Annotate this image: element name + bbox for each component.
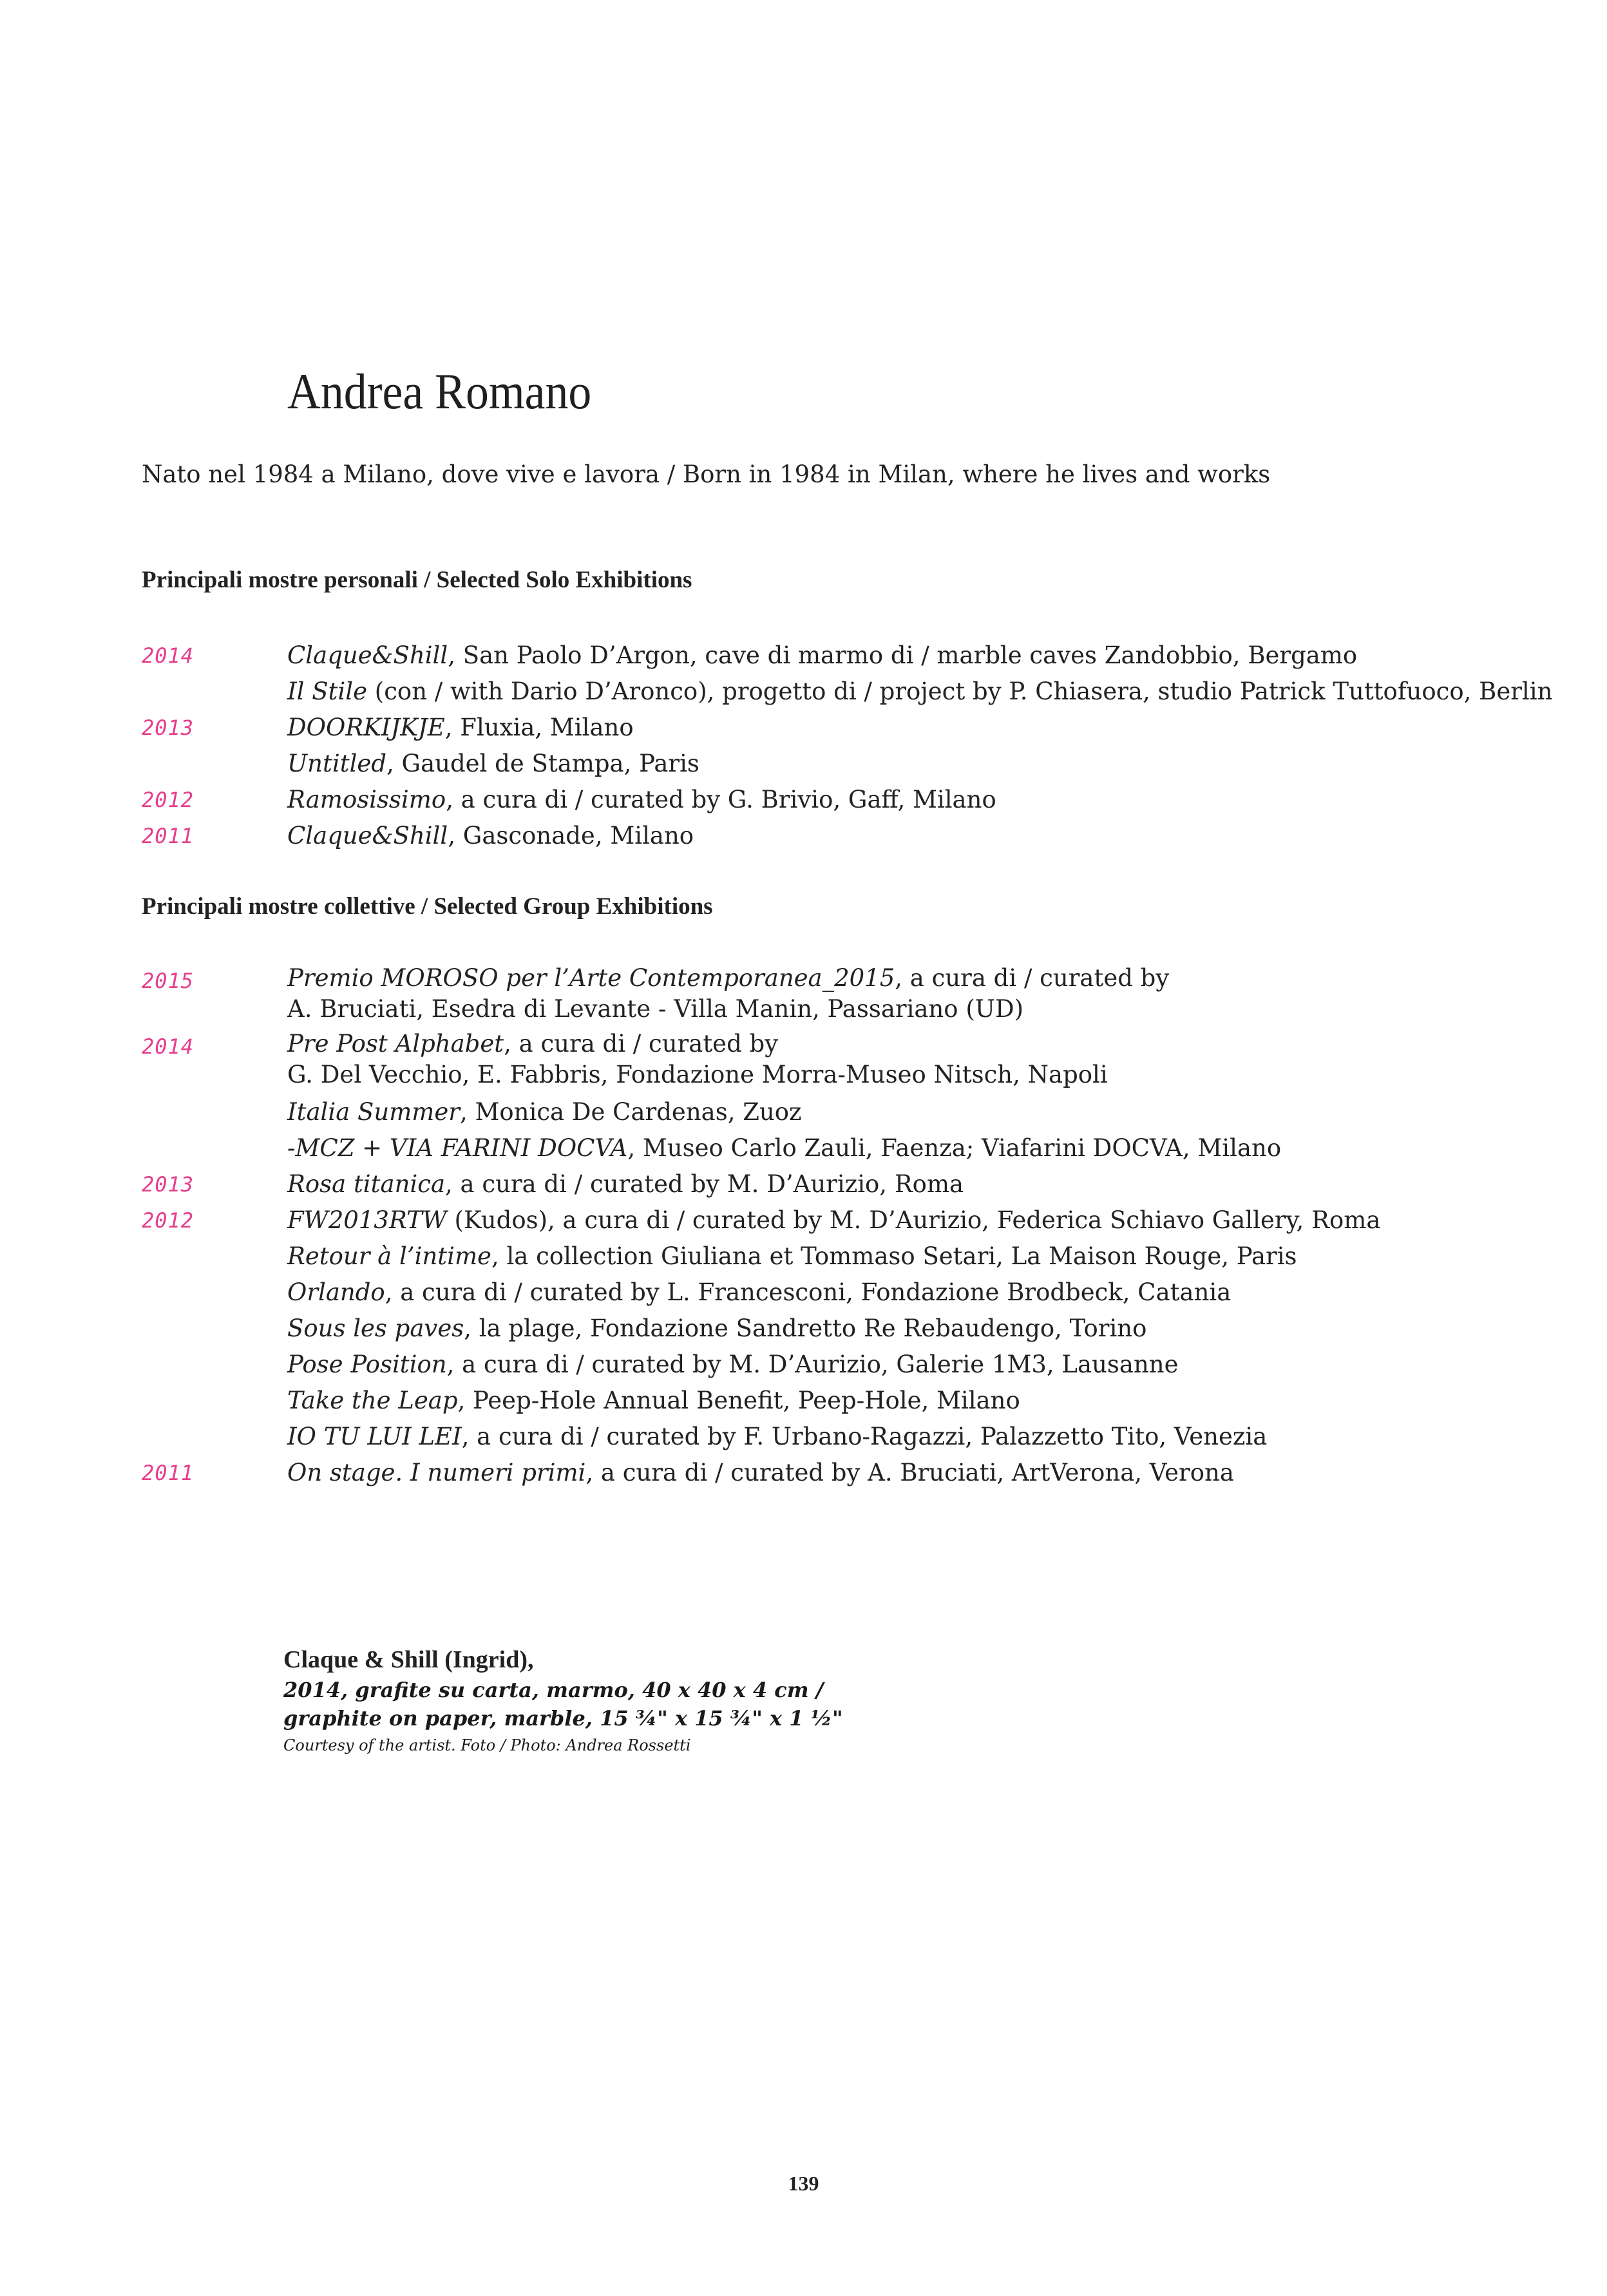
exhibition-year: 2012 [142, 1208, 195, 1233]
exhibition-description [287, 818, 1563, 854]
exhibition-details: , Gasconade, Milano [448, 822, 694, 849]
exhibition-title: Rosa titanica [287, 1170, 446, 1198]
exhibition-year: 2015 [142, 969, 195, 993]
exhibition-description [287, 1202, 1563, 1238]
exhibition-title: Premio MOROSO per l’Arte Contemporanea_2015 [287, 964, 895, 992]
exhibition-year: 2011 [142, 1461, 195, 1485]
exhibition-title: Il Stile [287, 678, 367, 705]
exhibition-details: , a cura di / curated by M. D’Aurizio, Roma [445, 1170, 964, 1198]
exhibition-details: , a cura di / curated by L. Francesconi, Fondazione Brodbeck, Catania [385, 1278, 1231, 1306]
group-exhibitions-heading: Principali mostre collettive / Selected Group Exhibitions [142, 893, 713, 920]
exhibition-title: Untitled [287, 750, 386, 777]
exhibition-title: Ramosissimo [287, 786, 446, 813]
exhibition-year: 2014 [142, 1034, 195, 1059]
exhibition-title: FW2013RTW [287, 1206, 447, 1234]
page-number: 139 [788, 2172, 819, 2195]
exhibition-details: , Monica De Cardenas, Zuoz [459, 1098, 802, 1126]
exhibition-year: 2013 [142, 1172, 195, 1197]
exhibition-description [287, 963, 1563, 1025]
exhibition-title: -MCZ + VIA FARINI DOCVA [287, 1134, 628, 1162]
caption-details-line-2: graphite on paper, marble, 15 ¾" x 15 ¾" x 1 ½" [283, 1706, 843, 1731]
exhibition-description [287, 746, 1563, 782]
exhibition-description [287, 1275, 1563, 1311]
exhibition-details: , a cura di / curated by [895, 964, 1170, 992]
exhibition-details: (Kudos), a cura di / curated by M. D’Aurizio, Federica Schiavo Gallery, Roma [446, 1206, 1381, 1234]
exhibition-title: On stage. I numeri primi [287, 1459, 586, 1486]
exhibition-details: , la plage, Fondazione Sandretto Re Rebaudengo, Torino [464, 1314, 1147, 1342]
exhibition-description [287, 674, 1563, 710]
exhibition-details: , Museo Carlo Zauli, Faenza; Viafarini DOCVA, Milano [627, 1134, 1282, 1162]
exhibition-description [287, 1166, 1563, 1202]
artwork-caption [283, 1644, 843, 1758]
exhibition-details: , Gaudel de Stampa, Paris [386, 750, 699, 777]
exhibition-details-continued: G. Del Vecchio, E. Fabbris, Fondazione Morra-Museo Nitsch, Napoli [287, 1061, 1108, 1088]
caption-details-line-1: 2014, grafite su carta, marmo, 40 x 40 x 4 cm / [283, 1678, 824, 1702]
caption-title: Claque & Shill (Ingrid), [283, 1646, 534, 1673]
exhibition-details: , a cura di / curated by F. Urbano-Ragazzi, Palazzetto Tito, Venezia [461, 1423, 1268, 1450]
exhibition-details-continued: A. Bruciati, Esedra di Levante - Villa Manin, Passariano (UD) [287, 995, 1024, 1023]
exhibition-title: Claque&Shill [287, 641, 448, 669]
exhibition-description [287, 782, 1563, 818]
exhibition-description [287, 1311, 1563, 1347]
exhibition-description [287, 1130, 1563, 1166]
exhibition-title: Retour à l’intime [287, 1242, 491, 1270]
exhibition-year: 2013 [142, 716, 195, 740]
solo-exhibitions-heading: Principali mostre personali / Selected Solo Exhibitions [142, 567, 692, 593]
artist-bio: Nato nel 1984 a Milano, dove vive e lavora / Born in 1984 in Milan, where he lives and works [142, 460, 1271, 488]
exhibition-title: Sous les paves [287, 1314, 464, 1342]
caption-credit: Courtesy of the artist. Foto / Photo: Andrea Rossetti [283, 1736, 691, 1754]
exhibition-details: , a cura di / curated by G. Brivio, Gaff, Milano [446, 786, 996, 813]
exhibition-description [287, 1094, 1563, 1130]
exhibition-title: Take the Leap [287, 1387, 458, 1414]
exhibition-details: , a cura di / curated by [504, 1030, 779, 1058]
exhibition-description [287, 1419, 1563, 1455]
exhibition-description [287, 710, 1563, 746]
exhibition-title: Italia Summer [287, 1098, 460, 1126]
exhibition-year: 2012 [142, 788, 195, 812]
exhibition-description [287, 1347, 1563, 1383]
exhibition-details: (con / with Dario D’Aronco), progetto di / project by P. Chiasera, studio Patrick Tuttofuoco, Berlin [367, 678, 1553, 705]
exhibition-description [287, 1455, 1563, 1491]
exhibition-details: , Peep-Hole Annual Benefit, Peep-Hole, Milano [457, 1387, 1020, 1414]
exhibition-details: , la collection Giuliana et Tommaso Setari, La Maison Rouge, Paris [491, 1242, 1297, 1270]
exhibition-title: Claque&Shill [287, 822, 448, 849]
exhibition-details: , a cura di / curated by M. D’Aurizio, Galerie 1M3, Lausanne [446, 1351, 1179, 1378]
artist-name: Andrea Romano [287, 363, 592, 419]
exhibition-title: IO TU LUI LEI [287, 1423, 462, 1450]
exhibition-details: , a cura di / curated by A. Bruciati, ArtVerona, Verona [585, 1459, 1234, 1486]
exhibition-title: DOORKIJKJE [287, 714, 445, 741]
exhibition-title: Pose Position [287, 1351, 447, 1378]
exhibition-title: Orlando [287, 1278, 385, 1306]
exhibition-year: 2011 [142, 824, 195, 848]
exhibition-description [287, 638, 1563, 674]
exhibition-details: , Fluxia, Milano [444, 714, 634, 741]
exhibition-year: 2014 [142, 643, 195, 668]
exhibition-description [287, 1383, 1563, 1419]
exhibition-description [287, 1029, 1563, 1090]
exhibition-title: Pre Post Alphabet [287, 1030, 504, 1058]
exhibition-description [287, 1238, 1563, 1275]
exhibition-details: , San Paolo D’Argon, cave di marmo di / marble caves Zandobbio, Bergamo [448, 641, 1358, 669]
